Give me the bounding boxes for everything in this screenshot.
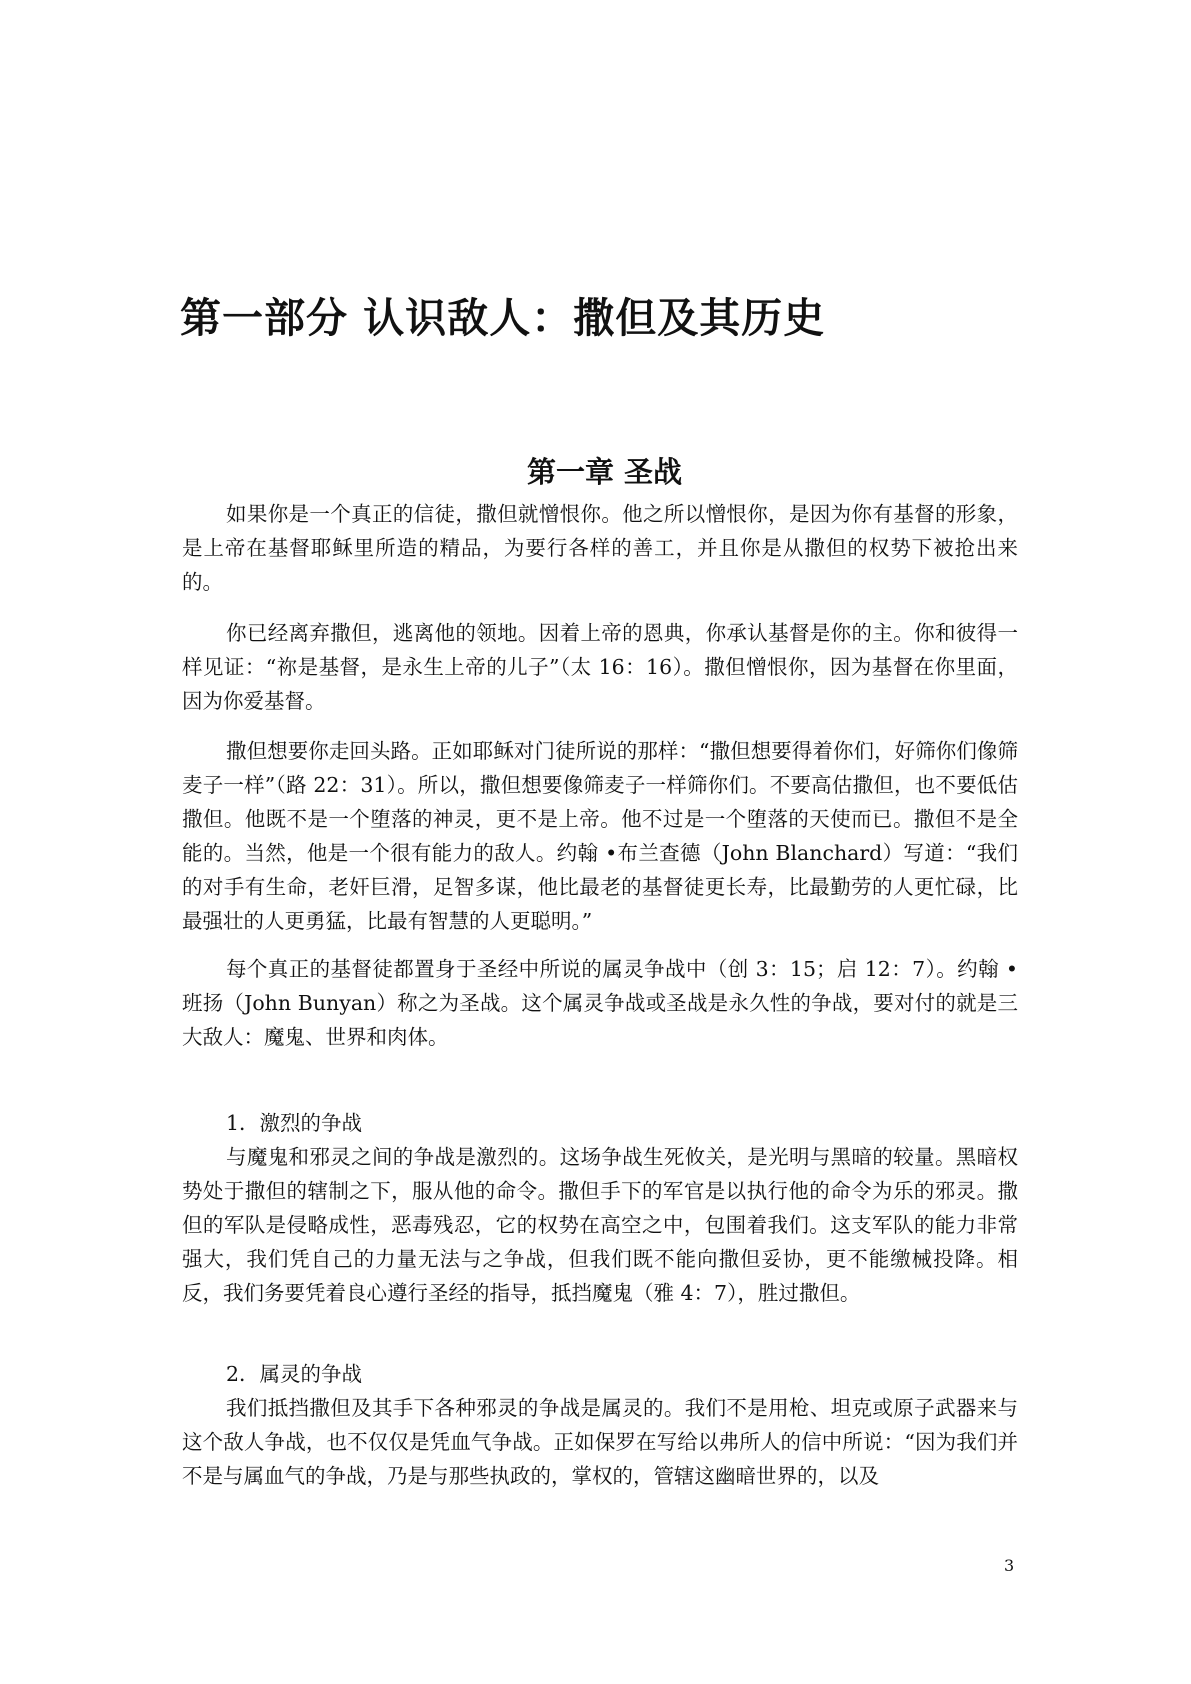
paragraph-3: 撒但想要你走回头路。正如耶稣对门徒所说的那样：“撒但想要得着你们，好筛你们像筛麦子一样”（路 22：31）。所以，撒但想要像筛麦子一样筛你们。不要高估撒但，也不要低估撒但。他既不是一个堕落的神灵，更不是上帝。他不过是一个堕落的天使而已。撒但不是全能的。当然，他是一个很有能力的敌人。约翰 •布兰查德（John Blanchard）写道：“我们的对手有生命，老奸巨滑，足智多谋，他比最老的基督徒更长寿，比最勤劳的人更忙碌，比最强壮的人更勇猛，比最有智慧的人更聪明。” [182, 739, 1018, 933]
section-1-text: 与魔鬼和邪灵之间的争战是激烈的。这场争战生死攸关，是光明与黑暗的较量。黑暗权势处于撒但的辖制之下，服从他的命令。撒但手下的军官是以执行他的命令为乐的邪灵。撒但的军队是侵略成性，恶毒残忍，它的权势在高空之中，包围着我们。这支军队的能力非常强大，我们凭自己的力量无法与之争战，但我们既不能向撒但妥协，更不能缴械投降。相反，我们务要凭着良心遵行圣经的指导，抵挡魔鬼（雅 4：7），胜过撒但。 [182, 1145, 1018, 1305]
section-1-heading: 1．激烈的争战 [226, 1111, 363, 1135]
section-2-text: 我们抵挡撒但及其手下各种邪灵的争战是属灵的。我们不是用枪、坦克或原子武器来与这个敌人争战，也不仅仅是凭血气争战。正如保罗在写给以弗所人的信中所说：“因为我们并不是与属血气的争战，乃是与那些执政的，掌权的，管辖这幽暗世界的，以及 [182, 1396, 1018, 1488]
page-number: 3 [1004, 1556, 1015, 1575]
paragraph-2: 你已经离弃撒但，逃离他的领地。因着上帝的恩典，你承认基督是你的主。你和彼得一样见证：“祢是基督，是永生上帝的儿子”（太 16：16）。撒但憎恨你，因为基督在你里面，因为你爱基督。 [182, 621, 1018, 713]
paragraph-1: 如果你是一个真正的信徒，撒但就憎恨你。他之所以憎恨你，是因为你有基督的形象，是上帝在基督耶稣里所造的精品，为要行各样的善工，并且你是从撒但的权势下被抢出来的。 [182, 502, 1018, 594]
paragraph-4: 每个真正的基督徒都置身于圣经中所说的属灵争战中（创 3：15；启 12：7）。约翰 •班扬（John Bunyan）称之为圣战。这个属灵争战或圣战是永久性的争战，要对付的就是三大敌人：魔鬼、世界和肉体。 [182, 957, 1018, 1049]
section-2-heading: 2．属灵的争战 [226, 1362, 363, 1386]
chapter-title: 第一章 圣战 [526, 455, 683, 489]
part-title: 第一部分 认识敌人：撒但及其历史 [180, 294, 826, 342]
